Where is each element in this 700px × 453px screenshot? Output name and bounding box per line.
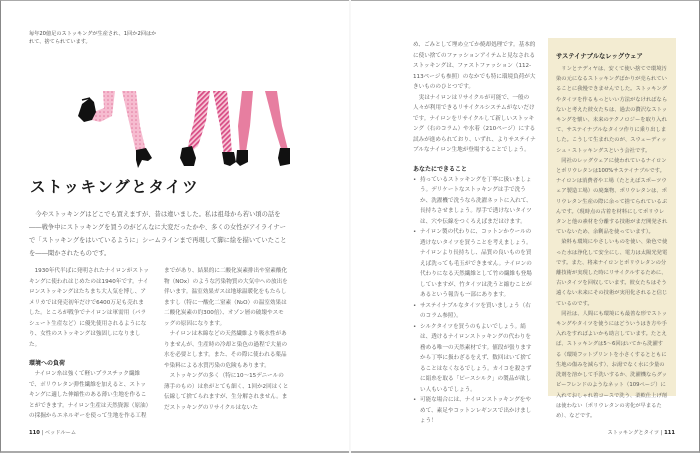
page-number: 110 <box>29 430 40 436</box>
page-number: 111 <box>664 430 675 436</box>
sidebar-paragraph: 染料も環境にやさしいものを使い、染色で使った水は浄化して安全にし、電力は太陽光発電です。また、将来ナイロンとポリウレタンの分離技術が実現した時にリサイクルするために、古いタイツを回収しています。彼女たちはそう遠くない未来にその技術が実用化されると信じているのです。 <box>556 239 668 307</box>
folio-separator: | <box>41 430 45 436</box>
body-paragraph: め、ごみとして埋め立てか焼却処理です。基本的に使い捨てのファッションアイテムと見なされるストッキングは、ファストファッション（112-113ページも参照）のなかでも特に環境負荷が大きいもののひとつです。 <box>413 42 536 90</box>
sidebar-title: サステイナブルなレッグウェア <box>556 53 643 60</box>
action-list <box>413 175 536 427</box>
section-heading-environment: 環境への負荷 <box>29 360 66 367</box>
folio-section: ストッキングとタイツ <box>607 430 660 436</box>
section-heading-what-you-can-do: あなたにできること <box>413 165 468 173</box>
body-paragraph: 1930年代半ばに発明されたナイロンがストッキングに使われはじめたのは1940年です。ナイロンストッキングはたちまち大人気を博し、アメリカでは発売初年だけで6400万足も売れました。ところが戦争でナイロンは軍需用（パラシュート生産など）に優先使用されるようになり、女性のストッキングは強固しになりました。 <box>29 268 149 348</box>
legs-pair-dotted <box>78 91 152 168</box>
body-paragraph: までがあり、結果的に二酸化炭素排出や窒素酸化物（NOx）のような汚染物質の大気中への放出を伴います。温室効果ガスは地球温暖化をもたらしますし（特に一酸化二窒素（N₂O）の温室効果は二酸化炭素の約300倍）、オゾン層の破壊やスモッグの原因になります。 <box>164 268 288 327</box>
sidebar-sustainable-legwear <box>548 38 676 419</box>
folio-section: ベッドルーム <box>44 430 77 436</box>
sidebar-paragraph: リンとナディヤは、安くて使い捨てで環境汚染の元になるストッキングばかりが売られていることに我慢できませんでした。ストッキングやタイツを作るもっといい方法がなければならないと考えた彼女たちは、過去の贅沢なストッキングを懐い、未来のテクノロジーを取り入れて、サステイナブルなタイツ作りに乗り出しました。こうして生まれたのが、スウェーディッシュ・ストッキングスという会社です。 <box>556 66 668 154</box>
intro-paragraph: 今やストッキングはどこでも買えますが、昔は違いました。私は祖母から若い頃の話を――戦争中にストッキングを買うのがどんなに大変だったかや、多くの女性がアイライナーで「ストッキングをはいているように」シームラインまで再現して脚に絵を描いていたことを――聞かされたものです。 <box>29 211 287 257</box>
action-list-item: • シルクタイツを買うのもよいでしょう。絹は、透けるナイロンストッキングの代わりを務める唯一の天然素材です。値段が張りますから丁寧に扱わざるをえず、数回はいて捨てることはなくなるでしょう。カイコを殺さずに絹糸を取る「ピースシルク」の製品が欲しい人もいるでしょう。 <box>413 322 536 396</box>
body-paragraph: ナイロン糸は強くて軽いプラスチック繊維で、ポリウレタン弾性繊維を加えると、ストッキングに適した伸縮性のある薄い生地を作ることができます。ナイロン生産は天然資源（原油）の採掘からエネルギーを使って生地を作る工程 <box>29 371 149 419</box>
illustration-caption: 毎年20億足のストッキングが生産され、1回か2回はかれて、捨てられています。 <box>29 31 157 45</box>
action-list-item: • 持っているストッキングを丁寧に扱いましょう。デリケートなストッキングは手で洗うか、洗濯機で洗うなら洗濯ネットに入れて、長持ちさせましょう。厚手で透けないタイツは、穴や伝線をつくろえばまだはけます。 <box>413 175 536 228</box>
folio-left <box>29 429 76 436</box>
left-column-2 <box>164 266 289 413</box>
body-paragraph: 実はナイロンはリサイクルが可能で、一般の人々が利用できるリサイクルシステムがないだけです。ナイロンをリサイクルして新しいストッキング（右のコラム）や水着（210ページ）にする試みが進められており、いずれ、よりサステイナブルなナイロン生地が登場することでしょう。 <box>413 94 536 153</box>
action-list-item: • ナイロン製の代わりに、コットンかウールの透けないタイツを買うことを考えましょう。ナイロンより長持ちし、品質の良いものを買えば洗っても毛玉ができません。ナイロンの代わりになる天然繊維として竹の繊維も登場していますが、竹タイツは洗うと縮むことがあるという報告も一部にあります。 <box>413 227 536 301</box>
sidebar-paragraph: 同社のレッグウェアに使われているナイロンとポリウレタンは100%サステイナブルです。ナイロンは消費者や工場（たとえばスポーツウェア製造工場）の廃棄物、ポリウレタンは、ポリウレタン生産の際に余って捨てられているぶんです。（現時点の古着を材料にしてポリウレタンと他の素材を分離する技術がまだ開発されていないため、余剰品を使っています）。 <box>556 157 668 236</box>
right-page <box>350 0 700 453</box>
right-column-1 <box>413 40 536 427</box>
legs-pair-striped <box>180 91 236 166</box>
action-list-item: • 可能な場合には、ナイロンストッキングをやめて、素足やコットンレギンスで出かけましょう！ <box>413 395 536 427</box>
left-column-1 <box>29 266 149 422</box>
sidebar-paragraph: 同社は、人間にも環境にも最善な形でストッキングやタイツを使うにはどういうはき方や手入れをすればよいかも助言しています。たとえば、ストッキングは5～6回はいてから洗濯する（環境フットプリントを小さくするとともに生地の傷みを減らす）、お湯でなく水に少量の洗剤を溶かして手洗いするか、洗濯機ならグッピーフレンドのようなネット（109ページ）に入れておしゃれ着コースで洗う、柔軟仕上げ剤は使わない（ポリウレタンの劣化が早まるため）、などです。 <box>556 310 668 419</box>
action-list-item: • サステイナブルなタイツを買いましょう（右のコラム参照）。 <box>413 301 536 322</box>
folio-right <box>608 429 675 436</box>
legs-pair-solid <box>236 91 290 166</box>
body-paragraph: ストッキングの多く（特に10～15デニールの薄手のもの）は糸がとても細く、1回か2回はくと伝線して捨てられますが、生分解されません。まだストッキングのリサイクルはないた <box>164 373 289 411</box>
stocking-legs-illustration <box>70 86 290 171</box>
chapter-title: ストッキングとタイツ <box>30 178 200 196</box>
folio-separator: | <box>660 430 665 436</box>
body-paragraph: ナイロンは木綿などの天然繊維より吸水性がありませんが、生産時の冷却と染色の過程で大量の水を必要とします。また、その際に使われる薬品や染料による水質汚染の危険もあります。 <box>164 331 288 369</box>
